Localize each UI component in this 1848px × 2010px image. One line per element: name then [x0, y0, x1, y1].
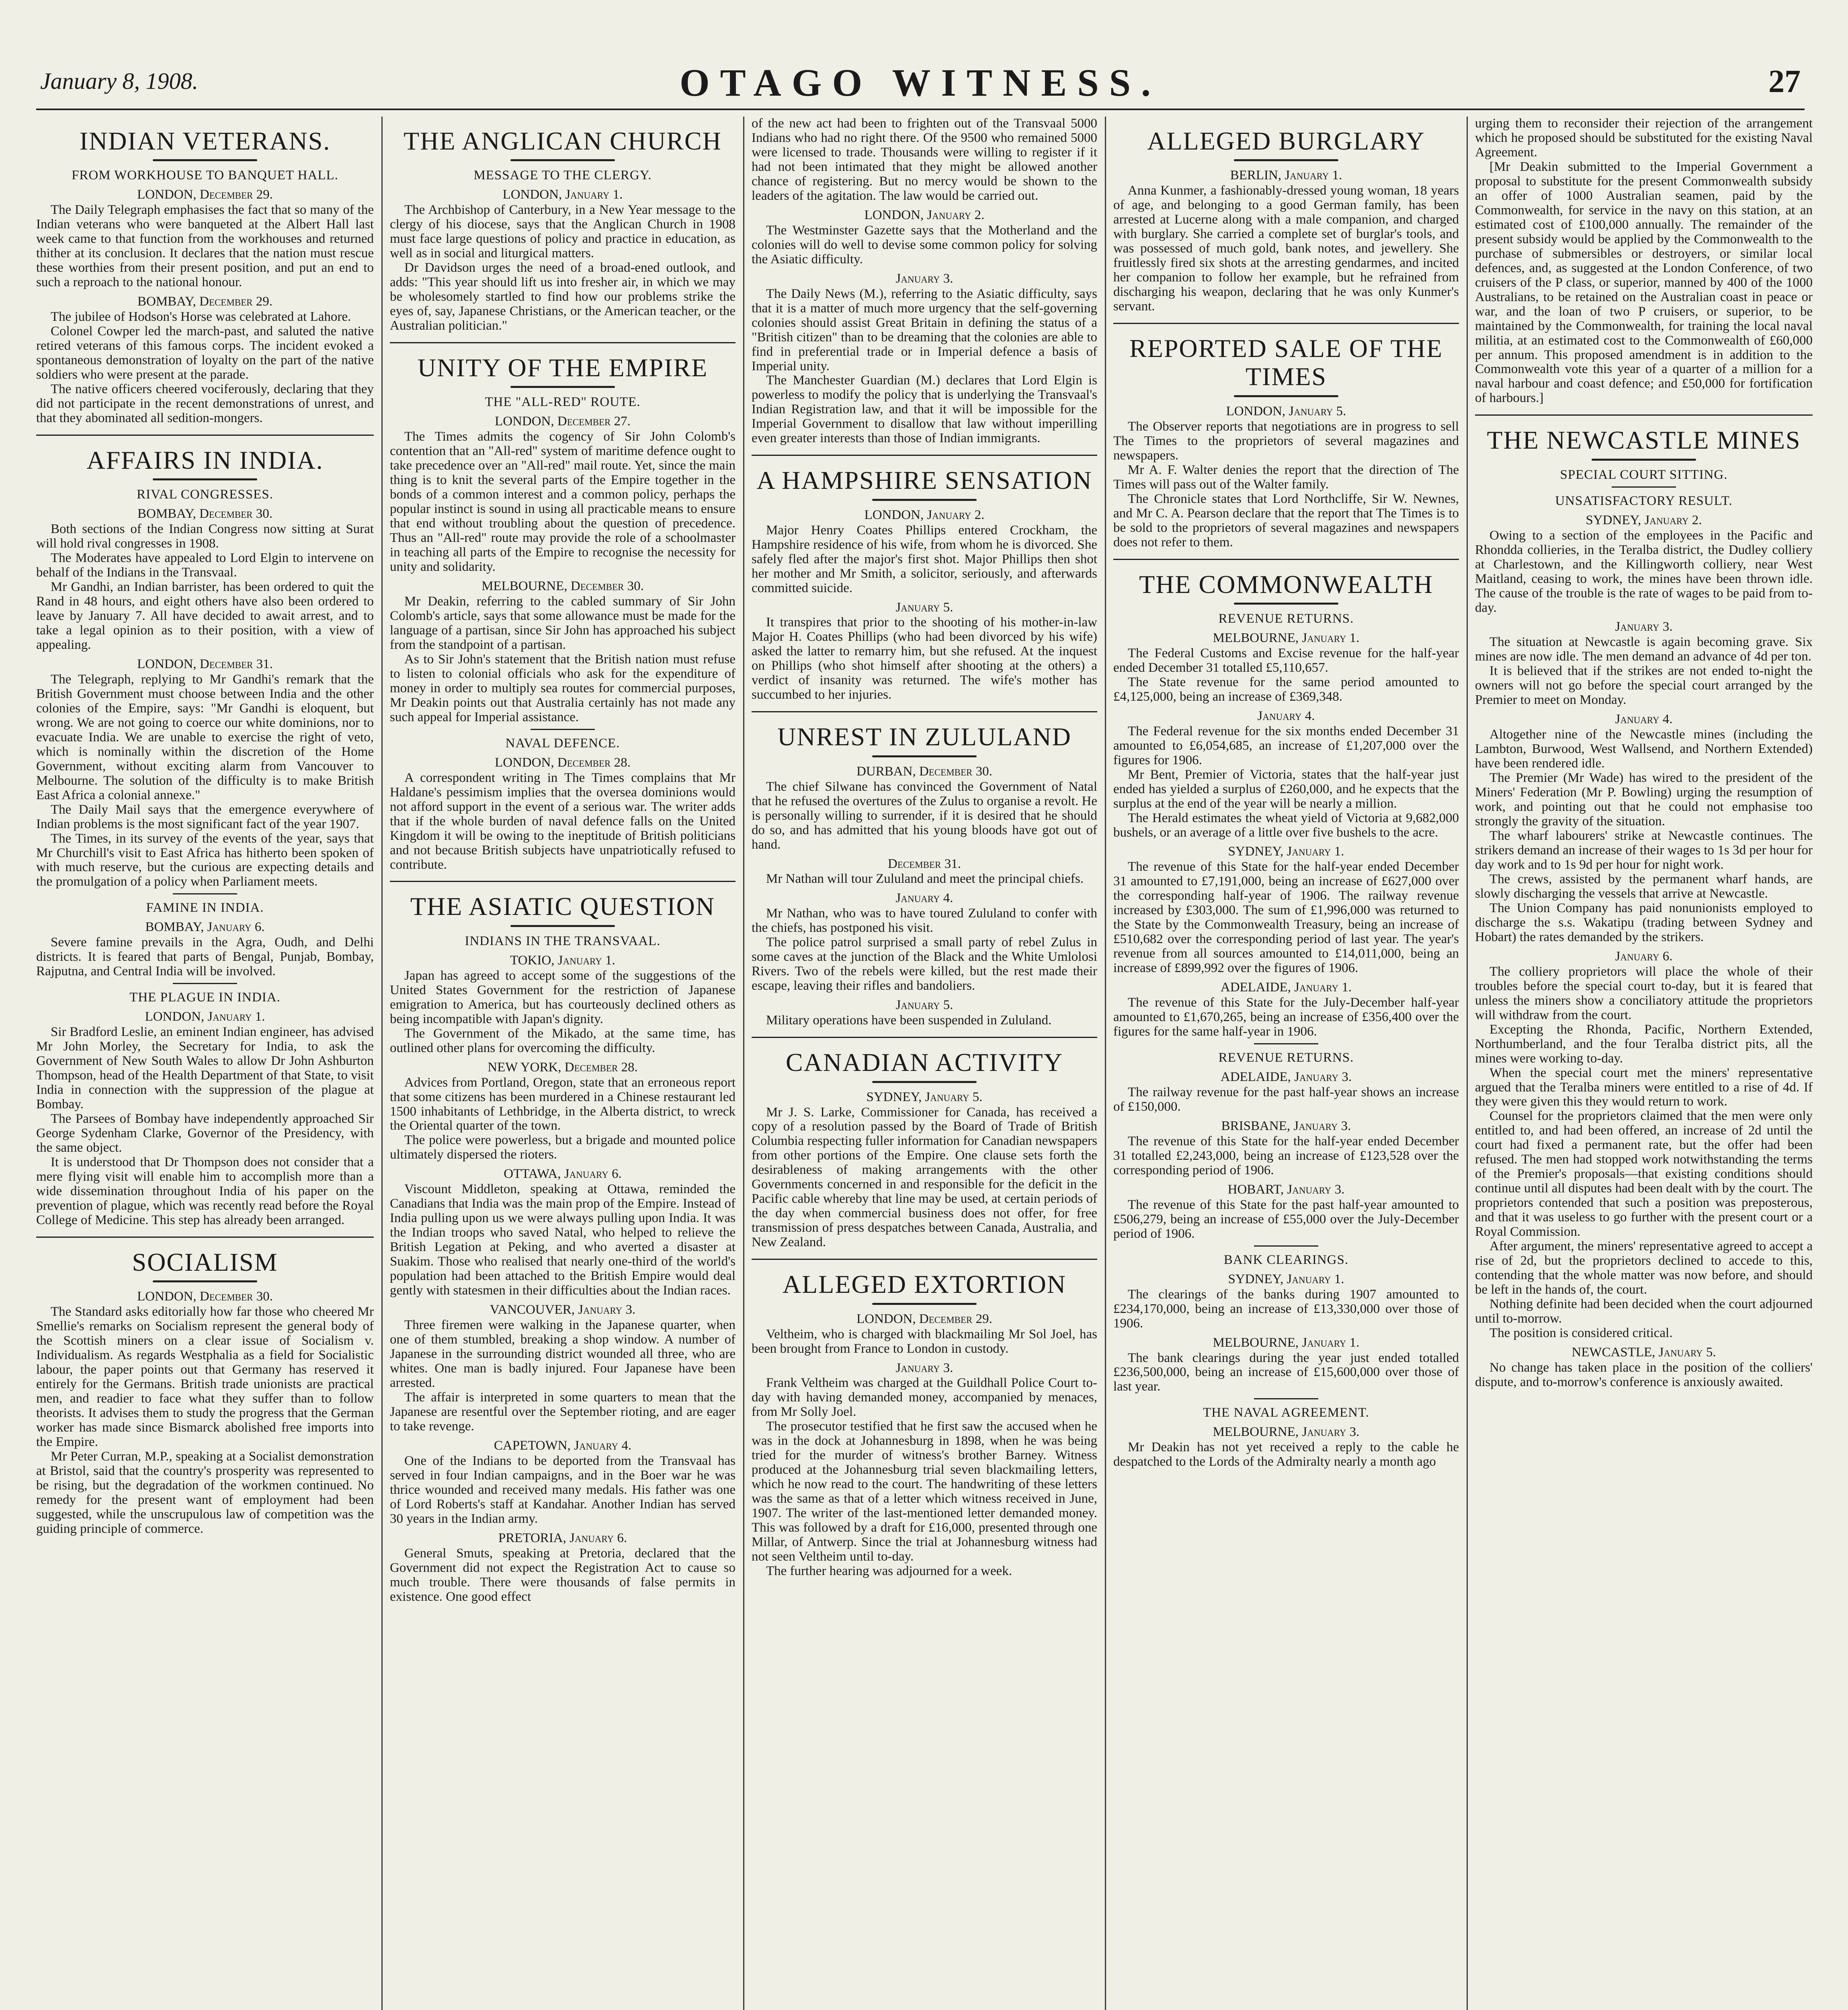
- paragraph: Excepting the Rhonda, Pacific, Northern Extended, Northumberland, and the four Teralba district pits, all the mines were working to-day.: [1475, 1022, 1813, 1066]
- section-rule: [752, 1037, 1097, 1038]
- divider: [1254, 1398, 1318, 1399]
- section-rule: [36, 435, 374, 436]
- paragraph: Severe famine prevails in the Agra, Oudh, and Delhi districts. It is feared that parts of Bengal, Punjab, Bombay, Rajputna, and Central India will be involved.: [36, 935, 374, 979]
- dateline: SYDNEY, January 1.: [1228, 1272, 1344, 1286]
- paragraph: The clearings of the banks during 1907 amounted to £234,170,000, being an increase of £13,330,000 over those of 1906.: [1113, 1287, 1459, 1331]
- paragraph: The Herald estimates the wheat yield of Victoria at 9,682,000 bushels, or an average of a little over five bushels to the acre.: [1113, 810, 1459, 840]
- paragraph: The crews, assisted by the permanent wharf hands, are slowly discharging the vessels that arrive at Newcastle.: [1475, 872, 1813, 901]
- divider: [153, 1280, 257, 1282]
- paragraph: Major Henry Coates Phillips entered Crockham, the Hampshire residence of his wife, from whom he is divorced. She safely fled after the major's first shot. Major Phillips then shot her mother and Mr Smith, a solicitor, seriously, and afterwards committed suicide.: [752, 523, 1097, 595]
- divider: [510, 159, 615, 161]
- divider: [153, 478, 257, 480]
- paragraph: The Manchester Guardian (M.) declares that Lord Elgin is powerless to modify the policy that is underlying the Transvaal's Indian Registration law, and that it will be impossible for the Imperial Government to disallow that law without imperilling even greater interests than those of Indian immigrants.: [752, 373, 1097, 446]
- subheading: THE "ALL-RED" ROUTE.: [485, 395, 641, 410]
- column-rule: [743, 117, 744, 2010]
- dateline: PRETORIA, January 6.: [498, 1530, 627, 1545]
- paragraph: The affair is interpreted in some quarters to mean that the Japanese are resentful over the September rioting, and are eager to take revenge.: [390, 1390, 736, 1434]
- paragraph: The bank clearings during the year just ended totalled £236,500,000, being an increase of £15,600,000 over those of last year.: [1113, 1350, 1459, 1394]
- paragraph: After argument, the miners' representative agreed to accept a rise of 2d, but the proprietors declined to accede to this, contending that the whole matter was now before, and should be left in the hands of, the court.: [1475, 1239, 1813, 1297]
- divider: [1234, 395, 1338, 397]
- dateline: VANCOUVER, January 3.: [490, 1302, 636, 1317]
- dateline: January 3.: [895, 1360, 953, 1375]
- paragraph: Military operations have been suspended in Zululand.: [766, 1013, 1052, 1028]
- article-heading: UNITY OF THE EMPIRE: [417, 353, 708, 382]
- paragraph: Counsel for the proprietors claimed that the men were only entitled to, and had been offered, an increase of 2d until the court had fixed a permanent rate, but the offer had been refused. The men had stopped work notwithstanding the terms of the Premier's proposals—that existing conditions should continue until all disputes had been dealt with by the court. The proprietors contended that such a position was preposterous, and that it was useless to go further with the present court or a Royal Commission.: [1475, 1109, 1813, 1239]
- paragraph: The Daily Mail says that the emergence everywhere of Indian problems is the most significant fact of the year 1907.: [36, 802, 374, 831]
- paragraph: The Premier (Mr Wade) has wired to the president of the Miners' Federation (Mr P. Bowling) urging the resumption of work, and pointing out that he could not emphasise too strongly the gravity of the situation.: [1475, 771, 1813, 829]
- paragraph: The situation at Newcastle is again becoming grave. Six mines are now idle. The men demand an advance of 4d per ton.: [1475, 635, 1813, 664]
- dateline: BERLIN, January 1.: [1230, 168, 1342, 183]
- paragraph: The revenue of this State for the half-year ended December 31 amounted to £7,191,000, being an increase of £627,000 over the corresponding half-year of 1906. The railway revenue increased by £303,000. The sum of £1,996,000 was returned to the State by the Commonwealth Treasury, being an increase of £510,682 over the corresponding period of last year. The year's revenue from all sources amounted to £14,011,000, being an increase of £899,992 over the figures of 1906.: [1113, 859, 1459, 976]
- dateline: SYDNEY, January 2.: [1586, 513, 1702, 527]
- dateline: LONDON, December 27.: [495, 414, 631, 429]
- dateline: LONDON, January 5.: [1226, 404, 1346, 418]
- paragraph: Both sections of the Indian Congress now sitting at Surat will hold rival congresses in 1908.: [36, 522, 374, 551]
- paragraph: Mr Peter Curran, M.P., speaking at a Socialist demonstration at Bristol, said that the country's prosperity was represented to be rising, but the degradation of the workmen continued. No remedy for the present want of employment had been suggested, while the unscrupulous law of competition was the guiding principle of commerce.: [36, 1449, 374, 1536]
- paragraph: The Federal revenue for the six months ended December 31 amounted to £6,054,685, an increase of £1,207,000 over the figures for 1906.: [1113, 724, 1459, 767]
- dateline: LONDON, December 30.: [137, 1289, 273, 1304]
- divider: [510, 925, 615, 927]
- subheading: THE PLAGUE IN INDIA.: [129, 990, 281, 1005]
- dateline: January 5.: [895, 600, 953, 615]
- paragraph: Mr Deakin, referring to the cabled summary of Sir John Colomb's article, says that some allowance must be made for the language of a partisan, since Sir John has approached his subject from the standpoint of a partisan.: [390, 594, 736, 652]
- paragraph: Mr J. S. Larke, Commissioner for Canada, has received a copy of a resolution passed by the Board of Trade of British Columbia respecting fuller information for Canadian newspapers from other portions of the Empire. One clause sets forth the desirableness of making arrangements with the other Governments concerned in and responsible for the deficit in the Pacific cable whereby that line may be used, at certain periods of the day when commercial business does not offer, for free transmission of press despatches between Canada, Australia, and New Zealand.: [752, 1105, 1097, 1250]
- page-number: 27: [1768, 64, 1801, 99]
- section-rule: [752, 455, 1097, 456]
- divider: [510, 386, 615, 388]
- paragraph: Dr Davidson urges the need of a broad-ened outlook, and adds: "This year should lift us into fresher air, in which we may be wholesomely startled to find how our problems strike the eyes of, say, Japanese Christians, or the American teacher, or the Australian politician.": [390, 260, 736, 333]
- paragraph: The Union Company has paid nonunionists employed to discharge the s.s. Wakatipu (trading between Sydney and Hobart) the rates demanded by the strikers.: [1475, 900, 1813, 944]
- article-heading: CANADIAN ACTIVITY: [786, 1048, 1063, 1077]
- subheading: FROM WORKHOUSE TO BANQUET HALL.: [72, 168, 338, 183]
- paragraph: The Parsees of Bombay have independently approached Sir George Sydenham Clarke, Governor of the Presidency, with the same object.: [36, 1112, 374, 1155]
- issue-date: January 8, 1908.: [40, 68, 199, 94]
- subheading: REVENUE RETURNS.: [1218, 611, 1354, 626]
- subheading: REVENUE RETURNS.: [1218, 1050, 1354, 1065]
- dateline: BOMBAY, December 29.: [137, 294, 273, 309]
- dateline: DURBAN, December 30.: [856, 764, 992, 779]
- dateline: January 3.: [895, 271, 953, 286]
- article-heading: INDIAN VETERANS.: [79, 127, 331, 155]
- dateline: ADELAIDE, January 1.: [1220, 980, 1352, 995]
- paragraph: Veltheim, who is charged with blackmailing Mr Sol Joel, has been brought from France to London in custody.: [752, 1327, 1097, 1356]
- paragraph: The Daily News (M.), referring to the Asiatic difficulty, says that it is a matter of much more urgency that the self-governing colonies should assist Great Britain in defining the status of a "British citizen" than to be dreaming that the colonies are able to find in preferential trade or in Imperial defence a basis of Imperial unity.: [752, 286, 1097, 373]
- dateline: HOBART, January 3.: [1227, 1182, 1345, 1197]
- paragraph: As to Sir John's statement that the British nation must refuse to listen to colonial officials who ask for the expenditure of money in order to multiply sea routes for commercial purposes, Mr Deakin points out that Australia certainly has not made any such appeal for Imperial assistance.: [390, 652, 736, 724]
- paragraph: The native officers cheered vociferously, declaring that they did not participate in the recent demonstrations of unrest, and that they abominated all sedition-mongers.: [36, 381, 374, 425]
- divider: [1254, 1043, 1318, 1044]
- dateline: LONDON, January 2.: [864, 207, 985, 222]
- paragraph: Nothing definite had been decided when the court adjourned until to-morrow.: [1475, 1297, 1813, 1326]
- paragraph: Japan has agreed to accept some of the suggestions of the United States Government for the restriction of Japanese emigration to America, but has courteously declined others as being incompatible with Japan's dignity.: [390, 968, 736, 1026]
- section-rule: [752, 711, 1097, 712]
- section-rule: [1475, 414, 1813, 416]
- paragraph: The police were powerless, but a brigade and mounted police ultimately dispersed the rioters.: [390, 1133, 736, 1162]
- column-4: [1113, 117, 1459, 2010]
- article-heading: ALLEGED EXTORTION: [782, 1270, 1067, 1299]
- paragraph: The revenue of this State for the half-year ended December 31 totalled £2,243,000, being an increase of £123,528 over the corresponding period of 1906.: [1113, 1134, 1459, 1177]
- paragraph: urging them to reconsider their rejection of the arrangement which he proposed should be substituted for the existing Naval Agreement.: [1475, 117, 1813, 160]
- dateline: SYDNEY, January 1.: [1228, 844, 1344, 859]
- article-heading: UNREST IN ZULULAND: [777, 722, 1072, 751]
- dateline: NEWCASTLE, January 5.: [1571, 1345, 1716, 1360]
- divider: [1254, 1245, 1318, 1247]
- divider: [1234, 159, 1338, 161]
- article-heading: A HAMPSHIRE SENSATION: [756, 466, 1092, 495]
- paragraph: The chief Silwane has convinced the Government of Natal that he refused the overtures of the Zulus to organise a revolt. He is personally willing to surrender, if it is desired that he should do so, and has admitted that his young bloods have got out of hand.: [752, 779, 1097, 852]
- divider: [872, 755, 977, 757]
- column-2: [390, 117, 736, 2010]
- paragraph: When the special court met the miners' representative argued that the Teralba miners were entitled to a rise of 4d. If they were given this they would return to work.: [1475, 1065, 1813, 1109]
- dateline: CAPETOWN, January 4.: [494, 1438, 632, 1453]
- dateline: OTTAWA, January 6.: [504, 1167, 622, 1181]
- dateline: BOMBAY, January 6.: [145, 920, 265, 935]
- article-heading: AFFAIRS IN INDIA.: [86, 445, 324, 474]
- paragraph: It is believed that if the strikes are not ended to-night the owners will not go before the special court arranged by the Premier to meet on Monday.: [1475, 664, 1813, 708]
- paragraph: No change has taken place in the position of the colliers' dispute, and to-morrow's conference is anxiously awaited.: [1475, 1360, 1813, 1389]
- article-heading: THE ANGLICAN CHURCH: [404, 127, 722, 155]
- paragraph: The Moderates have appealed to Lord Elgin to intervene on behalf of the Indians in the Transvaal.: [36, 551, 374, 580]
- paragraph: The Observer reports that negotiations are in progress to sell The Times to the proprietors of several magazines and newspapers.: [1113, 419, 1459, 463]
- dateline: NEW YORK, December 28.: [488, 1060, 638, 1075]
- dateline: LONDON, January 1.: [502, 187, 623, 202]
- paragraph: The Standard asks editorially how far those who cheered Mr Smellie's remarks on Socialism represent the general body of the Scottish miners on a clear issue of Socialism v. Individualism. As regards Westphalia as a field for Socialistic labour, the paper points out that Germany has reserved it entirely for the Germans. British trade unionists are practical men, and readier to face what they suffer than to follow theorists. It advises them to study the progress that the German worker has made since Bismarck abolished free imports into the Empire.: [36, 1304, 374, 1449]
- paragraph: Owing to a section of the employees in the Pacific and Rhondda collieries, in the Teralba district, the Dudley colliery at Charlestown, and the Killingworth colliery, near West Maitland, ceasing to work, the mines have been thrown idle. The cause of the trouble is the rate of wages to be paid from to-day.: [1475, 528, 1813, 615]
- paragraph: The Chronicle states that Lord Northcliffe, Sir W. Newnes, and Mr C. A. Pearson declare that the report that The Times is to be sold to the proprietors of several magazines and newspapers does not refer to them.: [1113, 491, 1459, 550]
- paragraph: The revenue of this State for the past half-year amounted to £506,279, being an increase of £55,000 over the July-December period of 1906.: [1113, 1197, 1459, 1241]
- paragraph: Mr Nathan will tour Zululand and meet the principal chiefs.: [766, 872, 1084, 886]
- paragraph: The Times, in its survey of the events of the year, says that Mr Churchill's visit to East Africa has hitherto been spoken of with much reserve, but the curious are expecting details and the promulgation of a policy when Parliament meets.: [36, 831, 374, 889]
- subheading: BANK CLEARINGS.: [1223, 1252, 1349, 1267]
- paragraph: The position is considered critical.: [1489, 1325, 1673, 1340]
- dateline: MELBOURNE, January 1.: [1213, 1335, 1360, 1350]
- divider: [872, 1303, 977, 1305]
- paragraph: It transpires that prior to the shooting of his mother-in-law Major H. Coates Phillips (who had been divorced by his wife) asked the latter to remarry him, but she refused. At the inquest on Phillips (who shot himself after shooting at the others) a verdict of insanity was returned. The wife's mother has succumbed to her injuries.: [752, 615, 1097, 702]
- column-rule: [1467, 117, 1468, 2010]
- paragraph: The Federal Customs and Excise revenue for the half-year ended December 31 totalled £5,110,657.: [1113, 646, 1459, 675]
- paragraph: The Westminster Gazette says that the Motherland and the colonies will do well to devise some common policy for solving the Asiatic difficulty.: [752, 223, 1097, 267]
- dateline: MELBOURNE, January 3.: [1213, 1425, 1360, 1440]
- dateline: SYDNEY, January 5.: [866, 1089, 983, 1104]
- section-rule: [752, 1259, 1097, 1260]
- paragraph: General Smuts, speaking at Pretoria, declared that the Government did not expect the Registration Act to cause so much trouble. There were thousands of false permits in existence. One good effect: [390, 1546, 736, 1604]
- article-heading: ALLEGED BURGLARY: [1147, 127, 1425, 155]
- article-heading: THE COMMONWEALTH: [1139, 570, 1433, 599]
- section-rule: [390, 342, 736, 343]
- paragraph: Mr A. F. Walter denies the report that the direction of The Times will pass out of the Walter family.: [1113, 462, 1459, 492]
- dateline: LONDON, January 1.: [145, 1009, 265, 1024]
- subheading: INDIANS IN THE TRANSVAAL.: [465, 933, 661, 948]
- dateline: LONDON, December 29.: [137, 187, 273, 202]
- dateline: January 3.: [1615, 619, 1673, 634]
- dateline: LONDON, December 28.: [495, 755, 631, 770]
- paragraph: Sir Bradford Leslie, an eminent Indian engineer, has advised Mr John Morley, the Secretary for India, to ask the Government of New South Wales to allow Dr John Ashburton Thompson, head of the Health Department of that State, to visit India in connection with the suppression of the plague at Bombay.: [36, 1025, 374, 1112]
- paragraph: The State revenue for the same period amounted to £4,125,000, being an increase of £369,348.: [1113, 675, 1459, 704]
- paragraph: The colliery proprietors will place the whole of their troubles before the special court to-day, but it is feared that unless the miners show a conciliatory attitude the proprietors will withdraw from the court.: [1475, 964, 1813, 1022]
- article-heading: SOCIALISM: [132, 1247, 278, 1276]
- paragraph: The prosecutor testified that he first saw the accused when he was in the dock at Johannesburg in 1898, when he was being tried for the murder of witness's brother Barney. Witness produced at the Johannesburg trial seven blackmailing letters, which he now read to the court. The handwriting of these letters was the same as that of a letter which witness received in June, 1907. The writer of the last-mentioned letter demanded money. This was followed by a draft for £16,000, presented through one Millar, of Antwerp. Since the trial at Johannesburg witness had not seen Veltheim until to-day.: [752, 1419, 1097, 1564]
- dateline: TOKIO, January 1.: [510, 953, 615, 968]
- paragraph: Mr Deakin has not yet received a reply to the cable he despatched to the Lords of the Admiralty nearly a month ago: [1113, 1440, 1459, 1469]
- paragraph: Mr Nathan, who was to have toured Zululand to confer with the chiefs, has postponed his visit.: [752, 906, 1097, 935]
- dateline: January 6.: [1615, 949, 1673, 964]
- paragraph: The jubilee of Hodson's Horse was celebrated at Lahore.: [51, 310, 351, 324]
- divider: [1592, 459, 1696, 461]
- paragraph: Advices from Portland, Oregon, state that an erroneous report that some citizens has been murdered in a Chinese restaurant led 1500 inhabitants of Lethbridge, in the Alberta district, to wreck the Oriental quarter of the town.: [390, 1075, 736, 1133]
- paragraph: One of the Indians to be deported from the Transvaal has served in four Indian campaigns, and in the Boer war he was thrice wounded and received many medals. His father was one of Lord Roberts's staff at Kandahar. Another Indian has served 30 years in the Indian army.: [390, 1453, 736, 1526]
- article-heading: REPORTED SALE OF THE TIMES: [1129, 334, 1443, 391]
- divider: [872, 499, 977, 501]
- masthead: [36, 60, 1805, 110]
- column-rule: [1105, 117, 1106, 2010]
- paragraph: The Government of the Mikado, at the same time, has outlined other plans for overcoming the difficulty.: [390, 1026, 736, 1055]
- column-1: [36, 117, 374, 2010]
- paragraph: The Times admits the cogency of Sir John Colomb's contention that an "All-red" system of maritime defence ought to take precedence over an "All-red" mail route. Yet, since the main thing is to knit the several parts of the Empire together in the bonds of a common interest and a common policy, perhaps the popular instinct is sound in using all practicable means to ensure that end without troubling about the question of precedence. Thus an "All-red" route may provide the role of a schoolmaster in teaching all parts of the Empire to recognise the necessity for unity and solidarity.: [390, 429, 736, 574]
- paragraph: The railway revenue for the past half-year shows an increase of £150,000.: [1113, 1085, 1459, 1114]
- divider: [1612, 486, 1676, 488]
- dateline: BRISBANE, January 3.: [1221, 1118, 1351, 1133]
- divider: [173, 983, 237, 984]
- dateline: January 4.: [1615, 712, 1673, 727]
- section-rule: [36, 1237, 374, 1238]
- article-heading: THE ASIATIC QUESTION: [410, 892, 715, 921]
- paragraph: The wharf labourers' strike at Newcastle continues. The strikers demand an increase of their wages to 1s 3d per hour for day work and to 1s 9d per hour for night work.: [1475, 829, 1813, 872]
- paragraph: [Mr Deakin submitted to the Imperial Government a proposal to substitute for the present Commonwealth subsidy an offer of 1000 Australian seamen, paid by the Commonwealth, for service in the navy on this station, at an estimated cost of £100,000 annually. The remainder of the present subsidy would be applied by the Commonwealth to the purchase of submersibles or destroyers, or similar local defences, and, as suggested at the London Conference, of two cruisers of the P class, or superior, manned by 400 of the 1000 Australians, to be retained on the Australian coast in peace or war, and the loan of two P cruisers, or superior, to be maintained by the Commonwealth, for training the local naval militia, at an estimated cost to the Commonwealth of £60,000 per annum. This proposed amendment is in addition to the Commonwealth vote this year of a quarter of a million for a naval harbour and coast defence; and £50,000 for fortification of harbours.]: [1475, 159, 1813, 406]
- divider: [1234, 603, 1338, 605]
- dateline: January 5.: [895, 998, 953, 1013]
- subheading: RIVAL CONGRESSES.: [137, 487, 273, 502]
- paragraph: The further hearing was adjourned for a week.: [766, 1564, 1012, 1579]
- paragraph: Frank Veltheim was charged at the Guildhall Police Court to-day with having demanded money, accompanied by menaces, from Mr Solly Joel.: [752, 1376, 1097, 1419]
- paragraph: Mr Gandhi, an Indian barrister, has been ordered to quit the Rand in 48 hours, and eight others have also been ordered to leave by January 7. All have decided to await arrest, and to take a legal opinion as to their position, with a view of appealing.: [36, 580, 374, 652]
- paragraph: Viscount Middleton, speaking at Ottawa, reminded the Canadians that India was the main prop of the Empire. Instead of India pulling upon us we were always pulling upon India. It was the Indian troops who saved Natal, who helped to relieve the British Legation at Peking, and who averted a disaster at Suakim. Those who realised that nearly one-third of the world's population had been attached to the British Empire would deal gently with statesmen in their difficulties about the Indian races.: [390, 1182, 736, 1298]
- divider: [153, 159, 257, 161]
- divider: [531, 729, 595, 730]
- divider: [872, 1081, 977, 1083]
- column-3: [752, 117, 1097, 2010]
- dateline: January 4.: [1257, 708, 1315, 723]
- dateline: January 4.: [895, 891, 953, 906]
- paragraph: Mr Bent, Premier of Victoria, states that the half-year just ended has yielded a surplus of £260,000, and he expects that the surplus at the end of the year will be nearly a million.: [1113, 767, 1459, 811]
- column-5: [1475, 117, 1813, 2010]
- paragraph: The Archbishop of Canterbury, in a New Year message to the clergy of his diocese, says that the Anglican Church in 1908 must face large questions of policy and practice in education, as well as in social and liturgical matters.: [390, 203, 736, 261]
- article-heading: THE NEWCASTLE MINES: [1487, 426, 1801, 455]
- subheading: MESSAGE TO THE CLERGY.: [473, 168, 652, 183]
- paragraph: Colonel Cowper led the march-past, and saluted the native retired veterans of this famous corps. The incident evoked a spontaneous demonstration of loyalty on the part of the native soldiers who were present at the parade.: [36, 324, 374, 382]
- dateline: December 31.: [888, 856, 961, 871]
- section-rule: [1113, 559, 1459, 560]
- dateline: BOMBAY, December 30.: [137, 507, 273, 521]
- dateline: LONDON, January 2.: [864, 507, 985, 522]
- paragraph: The Telegraph, replying to Mr Gandhi's remark that the British Government must choose between India and the other colonies of the Empire, says: "Mr Gandhi is eloquent, but wrong. We are not going to coerce our white dominions, nor to evacuate India. We are unable to exercise the right of veto, which is nominally within the discretion of the Home Government, without exciting alarm from Vancouver to Melbourne. The solution of the difficulty is to make British East Africa a colonial annexe.": [36, 672, 374, 802]
- subheading: SPECIAL COURT SITTING.: [1560, 467, 1728, 482]
- column-rule: [381, 117, 383, 2010]
- paragraph: The Daily Telegraph emphasises the fact that so many of the Indian veterans who were banqueted at the Albert Hall last week came to that function from the workhouses and returned thither at its conclusion. It declares that the nation must rescue these worthies from their present position, and put an end to such a reproach to the national honour.: [36, 203, 374, 290]
- paragraph: A correspondent writing in The Times complains that Mr Haldane's pessimism implies that the oversea dominions would not afford support in the event of a serious war. The writer adds that if the whole burden of naval defence falls on the United Kingdom it will be owing to the ineptitude of British politicians and not because British subjects have unpatriotically refused to contribute.: [390, 770, 736, 872]
- paragraph: It is understood that Dr Thompson does not consider that a mere flying visit will enable him to accomplish more than a wide dissemination throughout India of his paper on the prevention of plague, which was recently read before the Royal College of Medicine. This step has already been arranged.: [36, 1155, 374, 1227]
- section-rule: [1113, 323, 1459, 324]
- divider: [173, 893, 237, 894]
- newspaper-title: OTAGO WITNESS.: [679, 61, 1162, 104]
- paragraph: of the new act had been to frighten out of the Transvaal 5000 Indians who had no right there. Of the 9500 who remained 5000 were licensed to trade. Thousands were willing to register if it had not been intimated that they might be allowed another chance of registering. But no mercy would be shown to the leaders of the agitation. The law would be carried out.: [752, 117, 1097, 203]
- paragraph: Three firemen were walking in the Japanese quarter, when one of them stumbled, breaking a shop window. A number of Japanese in the surrounding district wounded all three, who are whites. One man is badly injured. Four Japanese have been arrested.: [390, 1318, 736, 1390]
- subheading: UNSATISFACTORY RESULT.: [1555, 493, 1733, 508]
- subheading: NAVAL DEFENCE.: [505, 736, 620, 751]
- section-rule: [390, 881, 736, 882]
- dateline: MELBOURNE, January 1.: [1213, 630, 1360, 645]
- paragraph: Altogether nine of the Newcastle mines (including the Lambton, Burwood, West Wallsend, and Northern Extended) have been rendered idle.: [1475, 727, 1813, 771]
- paragraph: Anna Kunmer, a fashionably-dressed young woman, 18 years of age, and belonging to a good German family, has been arrested at Lucerne along with a male companion, and charged with burglary. She carried a complete set of burglar's tools, and was possessed of much gold, bank notes, and jewellery. She fruitlessly fired six shots at the arresting gendarmes, and incited her companion to follow her example, but he refrained from discharging his weapon, declaring that he was only Kunmer's servant.: [1113, 183, 1459, 314]
- subheading: FAMINE IN INDIA.: [146, 900, 264, 915]
- paragraph: The revenue of this State for the July-December half-year amounted to £1,670,265, being an increase of £356,400 over the figures for the same half-year in 1906.: [1113, 995, 1459, 1039]
- paragraph: The police patrol surprised a small party of rebel Zulus in some caves at the junction of the Black and the White Umlolosi Rivers. Two of the rebels were killed, but the rest made their escape, leaving their rifles and bandoliers.: [752, 935, 1097, 993]
- dateline: MELBOURNE, December 30.: [481, 579, 644, 594]
- dateline: ADELAIDE, January 3.: [1220, 1070, 1352, 1085]
- dateline: LONDON, December 29.: [856, 1311, 992, 1326]
- subheading: THE NAVAL AGREEMENT.: [1203, 1405, 1369, 1420]
- dateline: LONDON, December 31.: [137, 656, 273, 671]
